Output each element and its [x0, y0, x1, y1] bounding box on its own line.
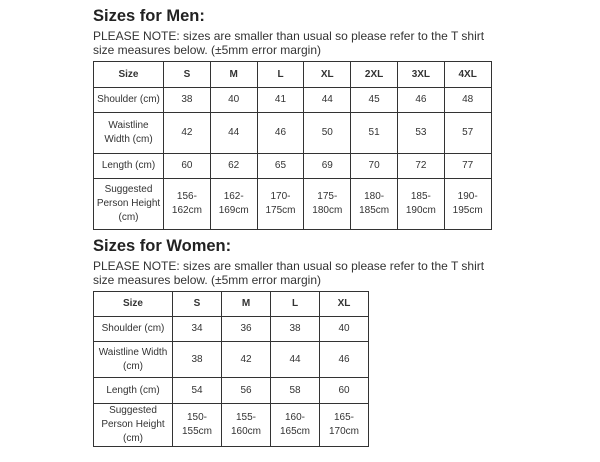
table-cell: 48: [444, 88, 491, 113]
row-label: Waistline Width (cm): [94, 113, 164, 154]
men-header-size: M: [210, 62, 257, 88]
women-row-shoulder: [94, 317, 369, 342]
table-cell: 165-170cm: [320, 404, 369, 447]
women-header-size: XL: [320, 292, 369, 317]
men-row-shoulder: [94, 88, 492, 113]
women-row-length: [94, 378, 369, 404]
women-header-size: S: [173, 292, 222, 317]
table-cell: 70: [351, 154, 398, 179]
men-size-table: [93, 61, 492, 230]
table-cell: 175-180cm: [304, 179, 351, 230]
row-label: Length (cm): [94, 154, 164, 179]
table-cell: 180-185cm: [351, 179, 398, 230]
table-cell: 44: [271, 342, 320, 378]
table-cell: 150-155cm: [173, 404, 222, 447]
table-cell: 190-195cm: [444, 179, 491, 230]
row-label: Suggested Person Height (cm): [94, 179, 164, 230]
row-label: Length (cm): [94, 378, 173, 404]
table-cell: 44: [210, 113, 257, 154]
table-cell: 60: [320, 378, 369, 404]
table-cell: 40: [210, 88, 257, 113]
men-header-size: 4XL: [444, 62, 491, 88]
table-cell: 53: [397, 113, 444, 154]
table-cell: 54: [173, 378, 222, 404]
row-label: Waistline Width (cm): [94, 342, 173, 378]
women-header-size: L: [271, 292, 320, 317]
table-cell: 60: [164, 154, 211, 179]
table-cell: 50: [304, 113, 351, 154]
women-size-table: [93, 291, 369, 447]
table-cell: 62: [210, 154, 257, 179]
table-cell: 34: [173, 317, 222, 342]
women-section-title: Sizes for Women:: [93, 237, 232, 255]
table-cell: 45: [351, 88, 398, 113]
table-cell: 41: [257, 88, 304, 113]
men-size-note: PLEASE NOTE: sizes are smaller than usual so please refer to the T shirt size measures below. (±5mm error margin): [93, 29, 485, 57]
women-size-section: [93, 236, 503, 447]
men-header-size: L: [257, 62, 304, 88]
table-cell: 170-175cm: [257, 179, 304, 230]
men-row-waistline: [94, 113, 492, 154]
table-cell: 162-169cm: [210, 179, 257, 230]
table-cell: 69: [304, 154, 351, 179]
men-header-size: 2XL: [351, 62, 398, 88]
table-cell: 38: [164, 88, 211, 113]
men-row-height: [94, 179, 492, 230]
women-header-size: M: [222, 292, 271, 317]
men-header-size-label: Size: [94, 62, 164, 88]
table-cell: 57: [444, 113, 491, 154]
men-header-size: XL: [304, 62, 351, 88]
table-cell: 46: [257, 113, 304, 154]
men-size-section: [93, 6, 503, 230]
men-header-size: 3XL: [397, 62, 444, 88]
table-cell: 77: [444, 154, 491, 179]
men-table-header-row: [94, 62, 492, 88]
women-size-note: PLEASE NOTE: sizes are smaller than usual so please refer to the T shirt size measures below. (±5mm error margin): [93, 259, 485, 287]
table-cell: 36: [222, 317, 271, 342]
women-row-height: [94, 404, 369, 447]
table-cell: 42: [222, 342, 271, 378]
table-cell: 44: [304, 88, 351, 113]
men-row-length: [94, 154, 492, 179]
row-label: Shoulder (cm): [94, 88, 164, 113]
table-cell: 51: [351, 113, 398, 154]
table-cell: 46: [320, 342, 369, 378]
table-cell: 46: [397, 88, 444, 113]
table-cell: 38: [271, 317, 320, 342]
table-cell: 38: [173, 342, 222, 378]
table-cell: 65: [257, 154, 304, 179]
table-cell: 155-160cm: [222, 404, 271, 447]
women-row-waistline: [94, 342, 369, 378]
women-header-size-label: Size: [94, 292, 173, 317]
table-cell: 40: [320, 317, 369, 342]
row-label: Shoulder (cm): [94, 317, 173, 342]
women-table-header-row: [94, 292, 369, 317]
table-cell: 156-162cm: [164, 179, 211, 230]
table-cell: 185-190cm: [397, 179, 444, 230]
table-cell: 42: [164, 113, 211, 154]
table-cell: 160-165cm: [271, 404, 320, 447]
table-cell: 72: [397, 154, 444, 179]
men-header-size: S: [164, 62, 211, 88]
row-label: Suggested Person Height (cm): [94, 404, 173, 447]
table-cell: 58: [271, 378, 320, 404]
men-section-title: Sizes for Men:: [93, 7, 205, 25]
table-cell: 56: [222, 378, 271, 404]
